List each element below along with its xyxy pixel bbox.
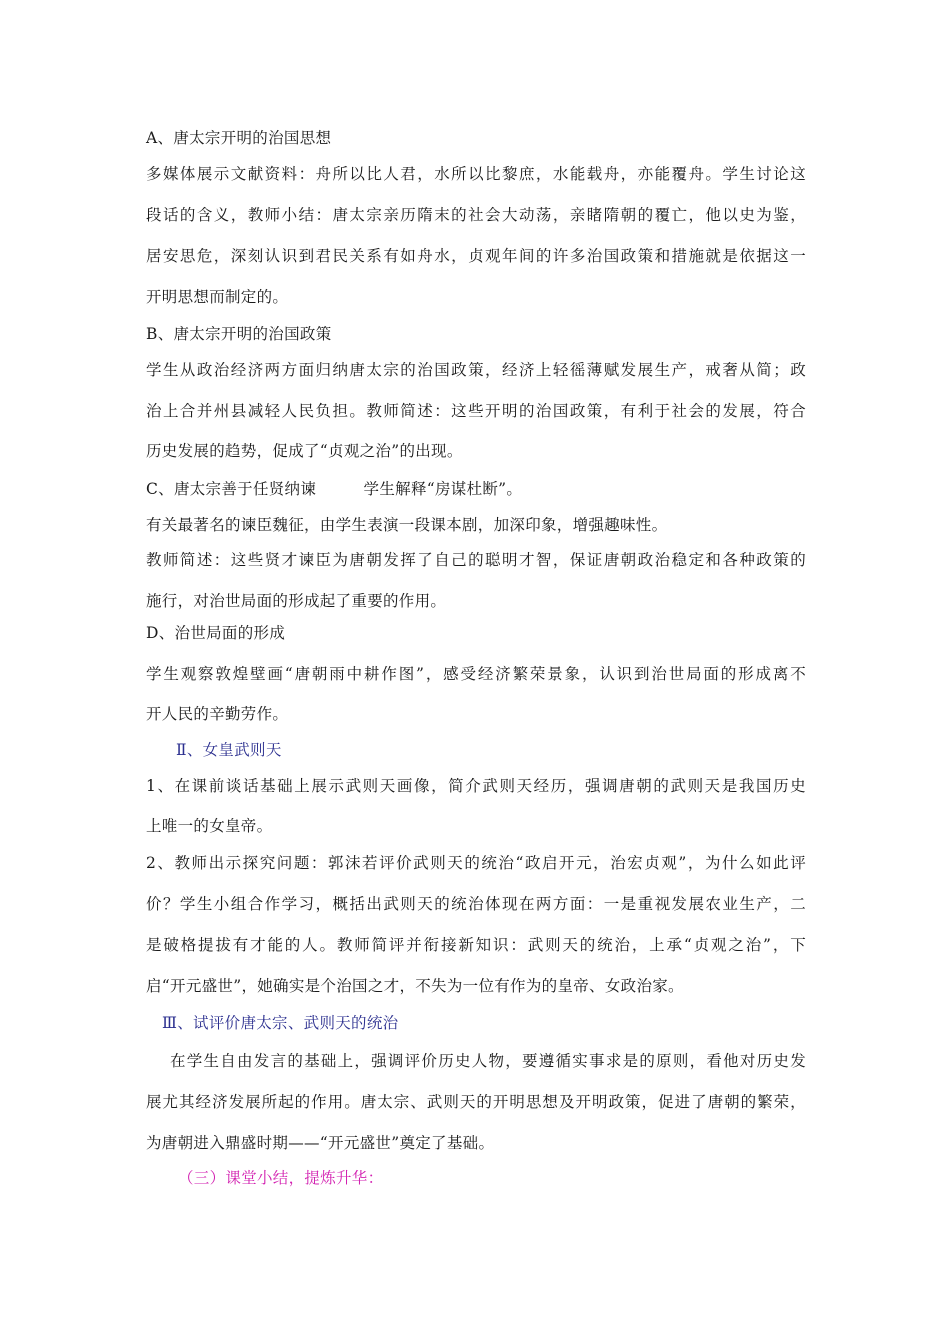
paragraph-line: 有关最著名的谏臣魏征，由学生表演一段课本剧，加深印象，增强趣味性。 xyxy=(146,516,668,534)
section-heading-iii: Ⅲ、试评价唐太宗、武则天的统治 xyxy=(162,1014,399,1032)
paragraph-line: 开明思想而制定的。 xyxy=(146,288,289,306)
paragraph-line: 治上合并州县减轻人民负担。教师简述：这些开明的治国政策，有利于社会的发展，符合 xyxy=(146,402,806,420)
paragraph-line: 2、教师出示探究问题：郭沫若评价武则天的统治“政启开元，治宏贞观”，为什么如此评 xyxy=(146,854,806,872)
paragraph-line: 学生观察敦煌壁画“唐朝雨中耕作图”，感受经济繁荣景象，认识到治世局面的形成离不 xyxy=(146,665,806,683)
section-heading-summary: （三）课堂小结，提炼升华： xyxy=(178,1169,384,1187)
paragraph-line: 启“开元盛世”，她确实是个治国之才，不失为一位有作为的皇帝、女政治家。 xyxy=(146,977,684,995)
paragraph-line: 在学生自由发言的基础上，强调评价历史人物，要遵循实事求是的原则，看他对历史发 xyxy=(170,1052,806,1070)
section-heading-ii: Ⅱ、女皇武则天 xyxy=(176,741,282,759)
paragraph-line: 展尤其经济发展所起的作用。唐太宗、武则天的开明思想及开明政策，促进了唐朝的繁荣， xyxy=(146,1093,806,1111)
paragraph-line: 1、在课前谈话基础上展示武则天画像，简介武则天经历，强调唐朝的武则天是我国历史 xyxy=(146,777,806,795)
paragraph-line: 价？学生小组合作学习，概括出武则天的统治体现在两方面：一是重视发展农业生产，二 xyxy=(146,895,806,913)
paragraph-line: 教师简述：这些贤才谏臣为唐朝发挥了自己的聪明才智，保证唐朝政治稳定和各种政策的 xyxy=(146,551,806,569)
paragraph-line: 开人民的辛勤劳作。 xyxy=(146,705,289,723)
paragraph-line: 是破格提拔有才能的人。教师简评并衔接新知识：武则天的统治，上承“贞观之治”，下 xyxy=(146,936,806,954)
paragraph-line: 学生从政治经济两方面归纳唐太宗的治国政策，经济上轻徭薄赋发展生产，戒奢从简；政 xyxy=(146,361,806,379)
heading-a: A、唐太宗开明的治国思想 xyxy=(146,129,332,147)
paragraph-line: 历史发展的趋势，促成了“贞观之治”的出现。 xyxy=(146,442,463,460)
heading-c: C、唐太宗善于任贤纳谏 学生解释“房谋杜断”。 xyxy=(146,480,523,498)
paragraph-line: 为唐朝进入鼎盛时期——“开元盛世”奠定了基础。 xyxy=(146,1134,495,1152)
heading-d: D、治世局面的形成 xyxy=(146,624,286,642)
heading-b: B、唐太宗开明的治国政策 xyxy=(146,325,332,343)
paragraph-line: 段话的含义，教师小结：唐太宗亲历隋末的社会大动荡，亲睹隋朝的覆亡，他以史为鉴， xyxy=(146,206,806,224)
paragraph-line: 居安思危，深刻认识到君民关系有如舟水，贞观年间的许多治国政策和措施就是依据这一 xyxy=(146,247,806,265)
paragraph-line: 多媒体展示文献资料：舟所以比人君，水所以比黎庶，水能载舟，亦能覆舟。学生讨论这 xyxy=(146,165,806,183)
paragraph-line: 施行，对治世局面的形成起了重要的作用。 xyxy=(146,592,447,610)
paragraph-line: 上唯一的女皇帝。 xyxy=(146,817,273,835)
